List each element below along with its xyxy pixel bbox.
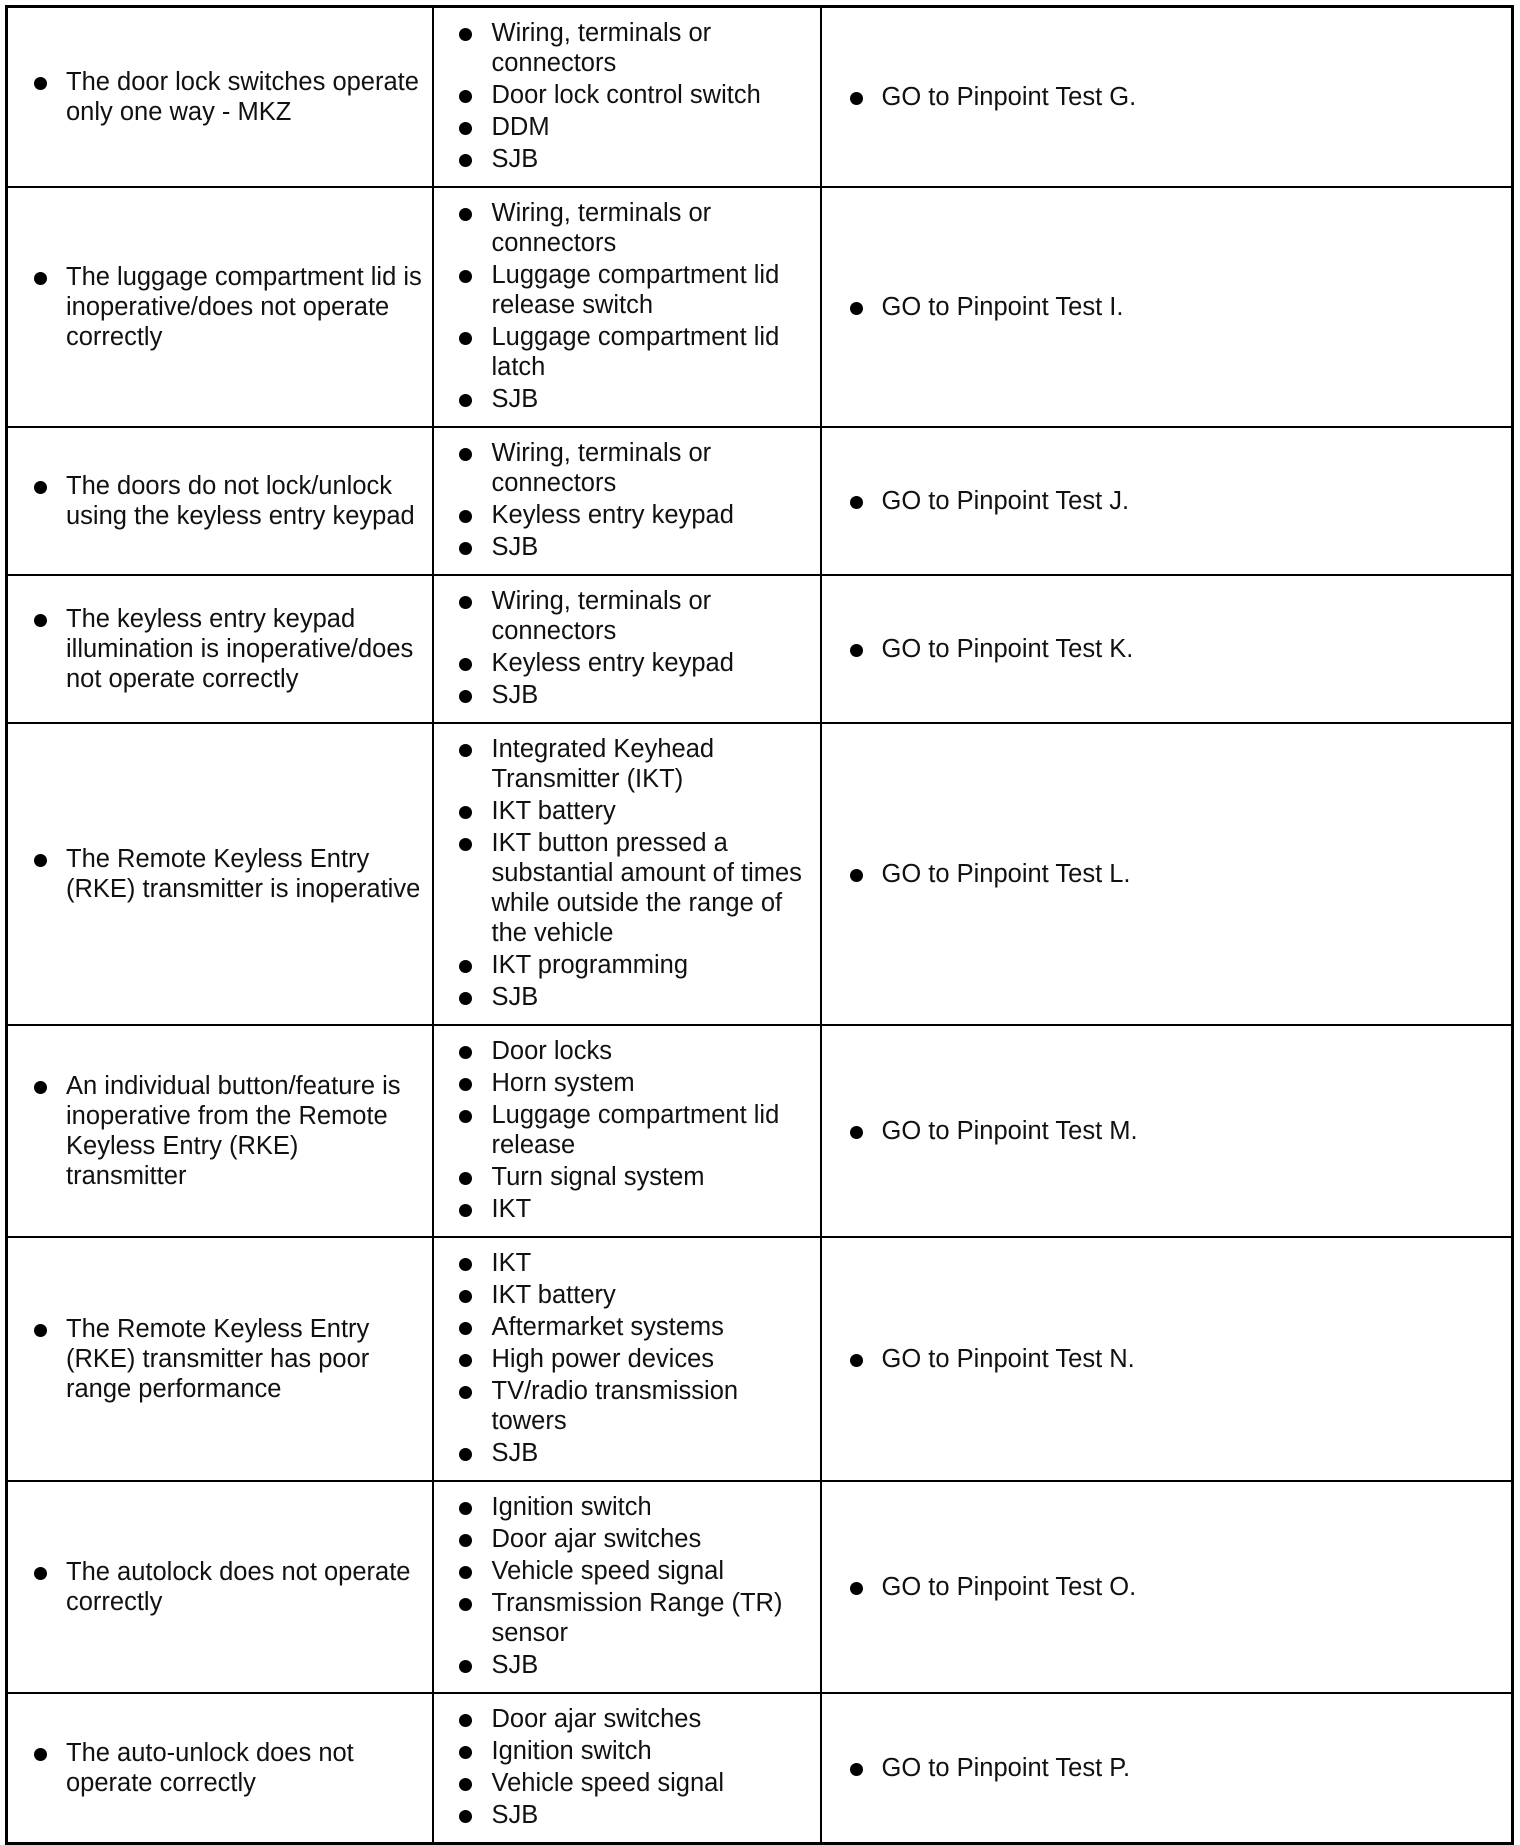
symptom-cell <box>7 1237 433 1481</box>
action-cell <box>821 427 1513 575</box>
possible-cause-item: Ignition switch <box>434 1736 814 1766</box>
symptom-chart-table <box>5 5 1514 1845</box>
possible-cause-item: Wiring, terminals or connectors <box>434 586 814 646</box>
possible-cause-item: Door locks <box>434 1036 814 1066</box>
possible-causes-list <box>434 428 820 574</box>
symptom-text: The Remote Keyless Entry (RKE) transmitter is inoperative <box>8 844 424 904</box>
possible-cause-item: SJB <box>434 144 814 174</box>
action-text: GO to Pinpoint Test N. <box>822 1344 1504 1374</box>
action-cell <box>821 1693 1513 1844</box>
possible-cause-item: SJB <box>434 1438 814 1468</box>
possible-causes-cell <box>433 575 821 723</box>
symptom-cell <box>7 575 433 723</box>
symptom-text: An individual button/feature is inoperative from the Remote Keyless Entry (RKE) transmitter <box>8 1071 424 1191</box>
symptom-cell <box>7 427 433 575</box>
possible-causes-cell <box>433 1481 821 1693</box>
possible-causes-list <box>434 724 820 1024</box>
possible-causes-list <box>434 1026 820 1236</box>
table-row <box>7 723 1513 1025</box>
possible-cause-item: IKT battery <box>434 796 814 826</box>
possible-cause-item: SJB <box>434 384 814 414</box>
possible-causes-cell <box>433 427 821 575</box>
possible-cause-item: Aftermarket systems <box>434 1312 814 1342</box>
possible-cause-item: Door lock control switch <box>434 80 814 110</box>
possible-cause-item: TV/radio transmission towers <box>434 1376 814 1436</box>
table-row <box>7 575 1513 723</box>
symptom-text: The doors do not lock/unlock using the keyless entry keypad <box>8 471 424 531</box>
action-text: GO to Pinpoint Test O. <box>822 1572 1504 1602</box>
symptom-text: The door lock switches operate only one way - MKZ <box>8 67 424 127</box>
symptom-cell <box>7 187 433 427</box>
action-text: GO to Pinpoint Test G. <box>822 82 1504 112</box>
possible-cause-item: Horn system <box>434 1068 814 1098</box>
possible-cause-item: Integrated Keyhead Transmitter (IKT) <box>434 734 814 794</box>
action-text: GO to Pinpoint Test J. <box>822 486 1504 516</box>
possible-cause-item: DDM <box>434 112 814 142</box>
possible-cause-item: SJB <box>434 1650 814 1680</box>
symptom-text: The luggage compartment lid is inoperative/does not operate correctly <box>8 262 424 352</box>
table-row <box>7 427 1513 575</box>
possible-causes-list <box>434 576 820 722</box>
table-row <box>7 7 1513 188</box>
symptom-cell <box>7 1025 433 1237</box>
possible-cause-item: High power devices <box>434 1344 814 1374</box>
possible-cause-item: Vehicle speed signal <box>434 1556 814 1586</box>
possible-causes-cell <box>433 1237 821 1481</box>
possible-cause-item: SJB <box>434 1800 814 1830</box>
action-cell <box>821 187 1513 427</box>
action-text: GO to Pinpoint Test L. <box>822 859 1504 889</box>
possible-causes-cell <box>433 1693 821 1844</box>
possible-causes-list <box>434 1238 820 1480</box>
action-cell <box>821 7 1513 188</box>
possible-cause-item: IKT <box>434 1194 814 1224</box>
table-body <box>7 7 1513 1844</box>
possible-cause-item: Vehicle speed signal <box>434 1768 814 1798</box>
symptom-cell <box>7 7 433 188</box>
symptom-cell <box>7 1693 433 1844</box>
possible-causes-cell <box>433 1025 821 1237</box>
possible-causes-list <box>434 8 820 186</box>
possible-cause-item: IKT button pressed a substantial amount of times while outside the range of the vehicle <box>434 828 814 948</box>
action-cell <box>821 1237 1513 1481</box>
action-text: GO to Pinpoint Test I. <box>822 292 1504 322</box>
table-row <box>7 187 1513 427</box>
possible-causes-cell <box>433 187 821 427</box>
action-cell <box>821 1025 1513 1237</box>
possible-cause-item: Ignition switch <box>434 1492 814 1522</box>
possible-cause-item: IKT programming <box>434 950 814 980</box>
symptom-text: The auto-unlock does not operate correctly <box>8 1738 424 1798</box>
possible-cause-item: IKT battery <box>434 1280 814 1310</box>
symptom-text: The keyless entry keypad illumination is inoperative/does not operate correctly <box>8 604 424 694</box>
action-text: GO to Pinpoint Test P. <box>822 1753 1504 1783</box>
possible-cause-item: Luggage compartment lid latch <box>434 322 814 382</box>
possible-causes-cell <box>433 723 821 1025</box>
possible-cause-item: Luggage compartment lid release switch <box>434 260 814 320</box>
possible-causes-list <box>434 188 820 426</box>
possible-cause-item: Door ajar switches <box>434 1524 814 1554</box>
symptom-cell <box>7 723 433 1025</box>
action-cell <box>821 723 1513 1025</box>
possible-cause-item: Door ajar switches <box>434 1704 814 1734</box>
possible-causes-list <box>434 1694 820 1842</box>
possible-cause-item: Wiring, terminals or connectors <box>434 198 814 258</box>
possible-cause-item: Wiring, terminals or connectors <box>434 18 814 78</box>
possible-causes-list <box>434 1482 820 1692</box>
table-row <box>7 1481 1513 1693</box>
possible-cause-item: Keyless entry keypad <box>434 648 814 678</box>
possible-cause-item: Turn signal system <box>434 1162 814 1192</box>
action-text: GO to Pinpoint Test M. <box>822 1116 1504 1146</box>
symptom-text: The Remote Keyless Entry (RKE) transmitter has poor range performance <box>8 1314 424 1404</box>
symptom-text: The autolock does not operate correctly <box>8 1557 424 1617</box>
possible-cause-item: Wiring, terminals or connectors <box>434 438 814 498</box>
possible-cause-item: Keyless entry keypad <box>434 500 814 530</box>
symptom-cell <box>7 1481 433 1693</box>
possible-cause-item: SJB <box>434 982 814 1012</box>
action-cell <box>821 1481 1513 1693</box>
table-row <box>7 1025 1513 1237</box>
action-text: GO to Pinpoint Test K. <box>822 634 1504 664</box>
possible-cause-item: IKT <box>434 1248 814 1278</box>
table-row <box>7 1693 1513 1844</box>
possible-causes-cell <box>433 7 821 188</box>
possible-cause-item: Luggage compartment lid release <box>434 1100 814 1160</box>
possible-cause-item: Transmission Range (TR) sensor <box>434 1588 814 1648</box>
possible-cause-item: SJB <box>434 680 814 710</box>
action-cell <box>821 575 1513 723</box>
table-row <box>7 1237 1513 1481</box>
possible-cause-item: SJB <box>434 532 814 562</box>
